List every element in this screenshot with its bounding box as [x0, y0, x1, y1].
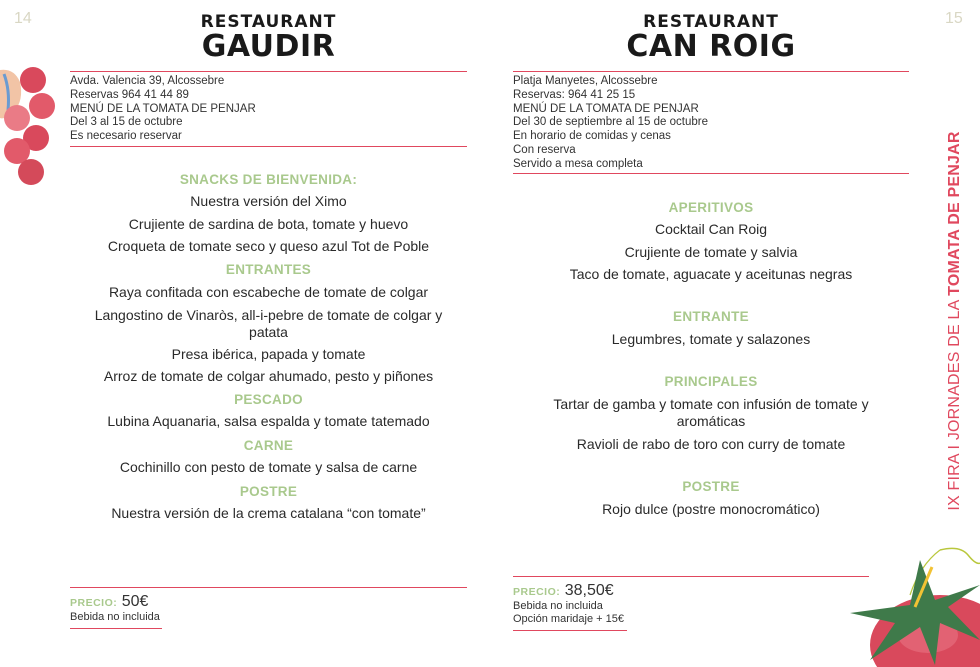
info-block-right	[513, 75, 909, 172]
tomato-cluster-illustration	[0, 60, 62, 190]
info-address: Avda. Valencia 39, Alcossebre	[70, 75, 225, 87]
side-title-wrapper	[800, 131, 980, 511]
menu-item: Rojo dulce (postre monocromático)	[602, 501, 820, 517]
tomato-illustration	[840, 545, 980, 667]
info-booking-note: Con reserva	[513, 143, 576, 156]
section-heading: POSTRE	[239, 484, 298, 499]
menu-item: Croqueta de tomate seco y queso azul Tot de Poble	[107, 238, 430, 254]
menu-item: Crujiente de tomate y salvia	[624, 244, 798, 260]
page-number-right: 15	[945, 10, 963, 27]
restaurant-label-right: RESTAURANT	[643, 12, 779, 32]
section-heading: APERITIVOS	[668, 200, 754, 215]
thread-shape	[940, 548, 980, 563]
section-heading: CARNE	[243, 438, 294, 453]
side-title-emphasis: TOMATA DE PENJAR	[946, 131, 963, 296]
info-reservations: Reservas 964 41 44 89	[70, 88, 189, 101]
info-hours: En horario de comidas y cenas	[513, 130, 671, 143]
menu-item: Legumbres, tomate y salazones	[611, 331, 811, 347]
price-block-right	[513, 582, 624, 626]
menu-right	[513, 199, 909, 518]
info-block-left	[70, 75, 467, 144]
section-heading: PRINCIPALES	[664, 374, 758, 389]
divider-right-bottom	[513, 630, 627, 631]
restaurant-name-right: CAN ROIG	[626, 29, 796, 64]
price-value: 50€	[121, 593, 149, 610]
divider-left-top	[70, 71, 467, 72]
info-menu-name: MENÚ DE LA TOMATA DE PENJAR	[513, 102, 699, 115]
menu-item: Taco de tomate, aguacate y aceitunas negras	[569, 266, 853, 282]
tomato-2	[29, 93, 55, 119]
menu-item: Nuestra versión de la crema catalana “con tomate”	[111, 505, 426, 521]
tomato-6	[18, 159, 44, 185]
price-note: Bebida no incluida	[513, 600, 603, 612]
section-heading: PESCADO	[234, 392, 303, 407]
section-heading: ENTRANTE	[673, 309, 749, 324]
price-label: PRECIO:	[513, 586, 561, 598]
price-note: Opción maridaje + 15€	[513, 613, 624, 625]
divider-right-price	[513, 576, 869, 577]
info-reservations: Reservas: 964 41 25 15	[513, 88, 636, 101]
price-label: PRECIO:	[70, 597, 118, 609]
restaurant-label-left: RESTAURANT	[200, 12, 337, 32]
menu-item: Tartar de gamba y tomate con infusión de tomate y aromáticas	[553, 396, 869, 429]
divider-right-info	[513, 173, 909, 174]
divider-left-info	[70, 146, 467, 147]
menu-item: Cocktail Can Roig	[654, 221, 768, 237]
divider-left-price	[70, 587, 467, 588]
menu-item: Crujiente de sardina de bota, tomate y huevo	[128, 216, 409, 232]
tomato-3	[4, 105, 30, 131]
menu-item: Raya confitada con escabeche de tomate de colgar	[108, 284, 429, 300]
menu-item: Arroz de tomate de colgar ahumado, pesto y piñones	[103, 368, 434, 384]
info-dates: Del 30 de septiembre al 15 de octubre	[513, 116, 708, 129]
menu-item: Nuestra versión del Ximo	[190, 193, 347, 209]
side-title-prefix: IX FIRA I JORNADES DE LA	[946, 295, 963, 511]
info-menu-name: MENÚ DE LA TOMATA DE PENJAR	[70, 102, 256, 115]
menu-item: Cochinillo con pesto de tomate y salsa de carne	[119, 459, 418, 475]
menu-item: Langostino de Vinaròs, all-i-pebre de tomate de colgar y patata	[94, 307, 443, 340]
info-address: Platja Manyetes, Alcossebre	[513, 75, 658, 87]
restaurant-name-left: GAUDIR	[201, 29, 336, 64]
info-service-note: Servido a mesa completa	[513, 157, 643, 170]
menu-item: Ravioli de rabo de toro con curry de tomate	[576, 436, 846, 452]
page-number-left: 14	[14, 10, 32, 27]
divider-right-top	[513, 71, 909, 72]
section-heading: ENTRANTES	[225, 262, 312, 277]
side-title	[946, 11, 964, 631]
section-heading: POSTRE	[682, 479, 740, 494]
price-block-left	[70, 593, 160, 624]
section-heading: SNACKS DE BIENVENIDA:	[179, 172, 358, 187]
info-dates: Del 3 al 15 de octubre	[70, 116, 183, 129]
tomato-1	[20, 67, 46, 93]
price-value: 38,50€	[564, 582, 614, 599]
info-booking-note: Es necesario reservar	[70, 130, 182, 143]
divider-left-bottom	[70, 628, 162, 629]
menu-left	[70, 171, 467, 522]
menu-item: Presa ibérica, papada y tomate	[171, 346, 366, 362]
menu-item: Lubina Aquanaria, salsa espalda y tomate tatemado	[107, 413, 430, 429]
price-note: Bebida no incluida	[70, 611, 160, 623]
